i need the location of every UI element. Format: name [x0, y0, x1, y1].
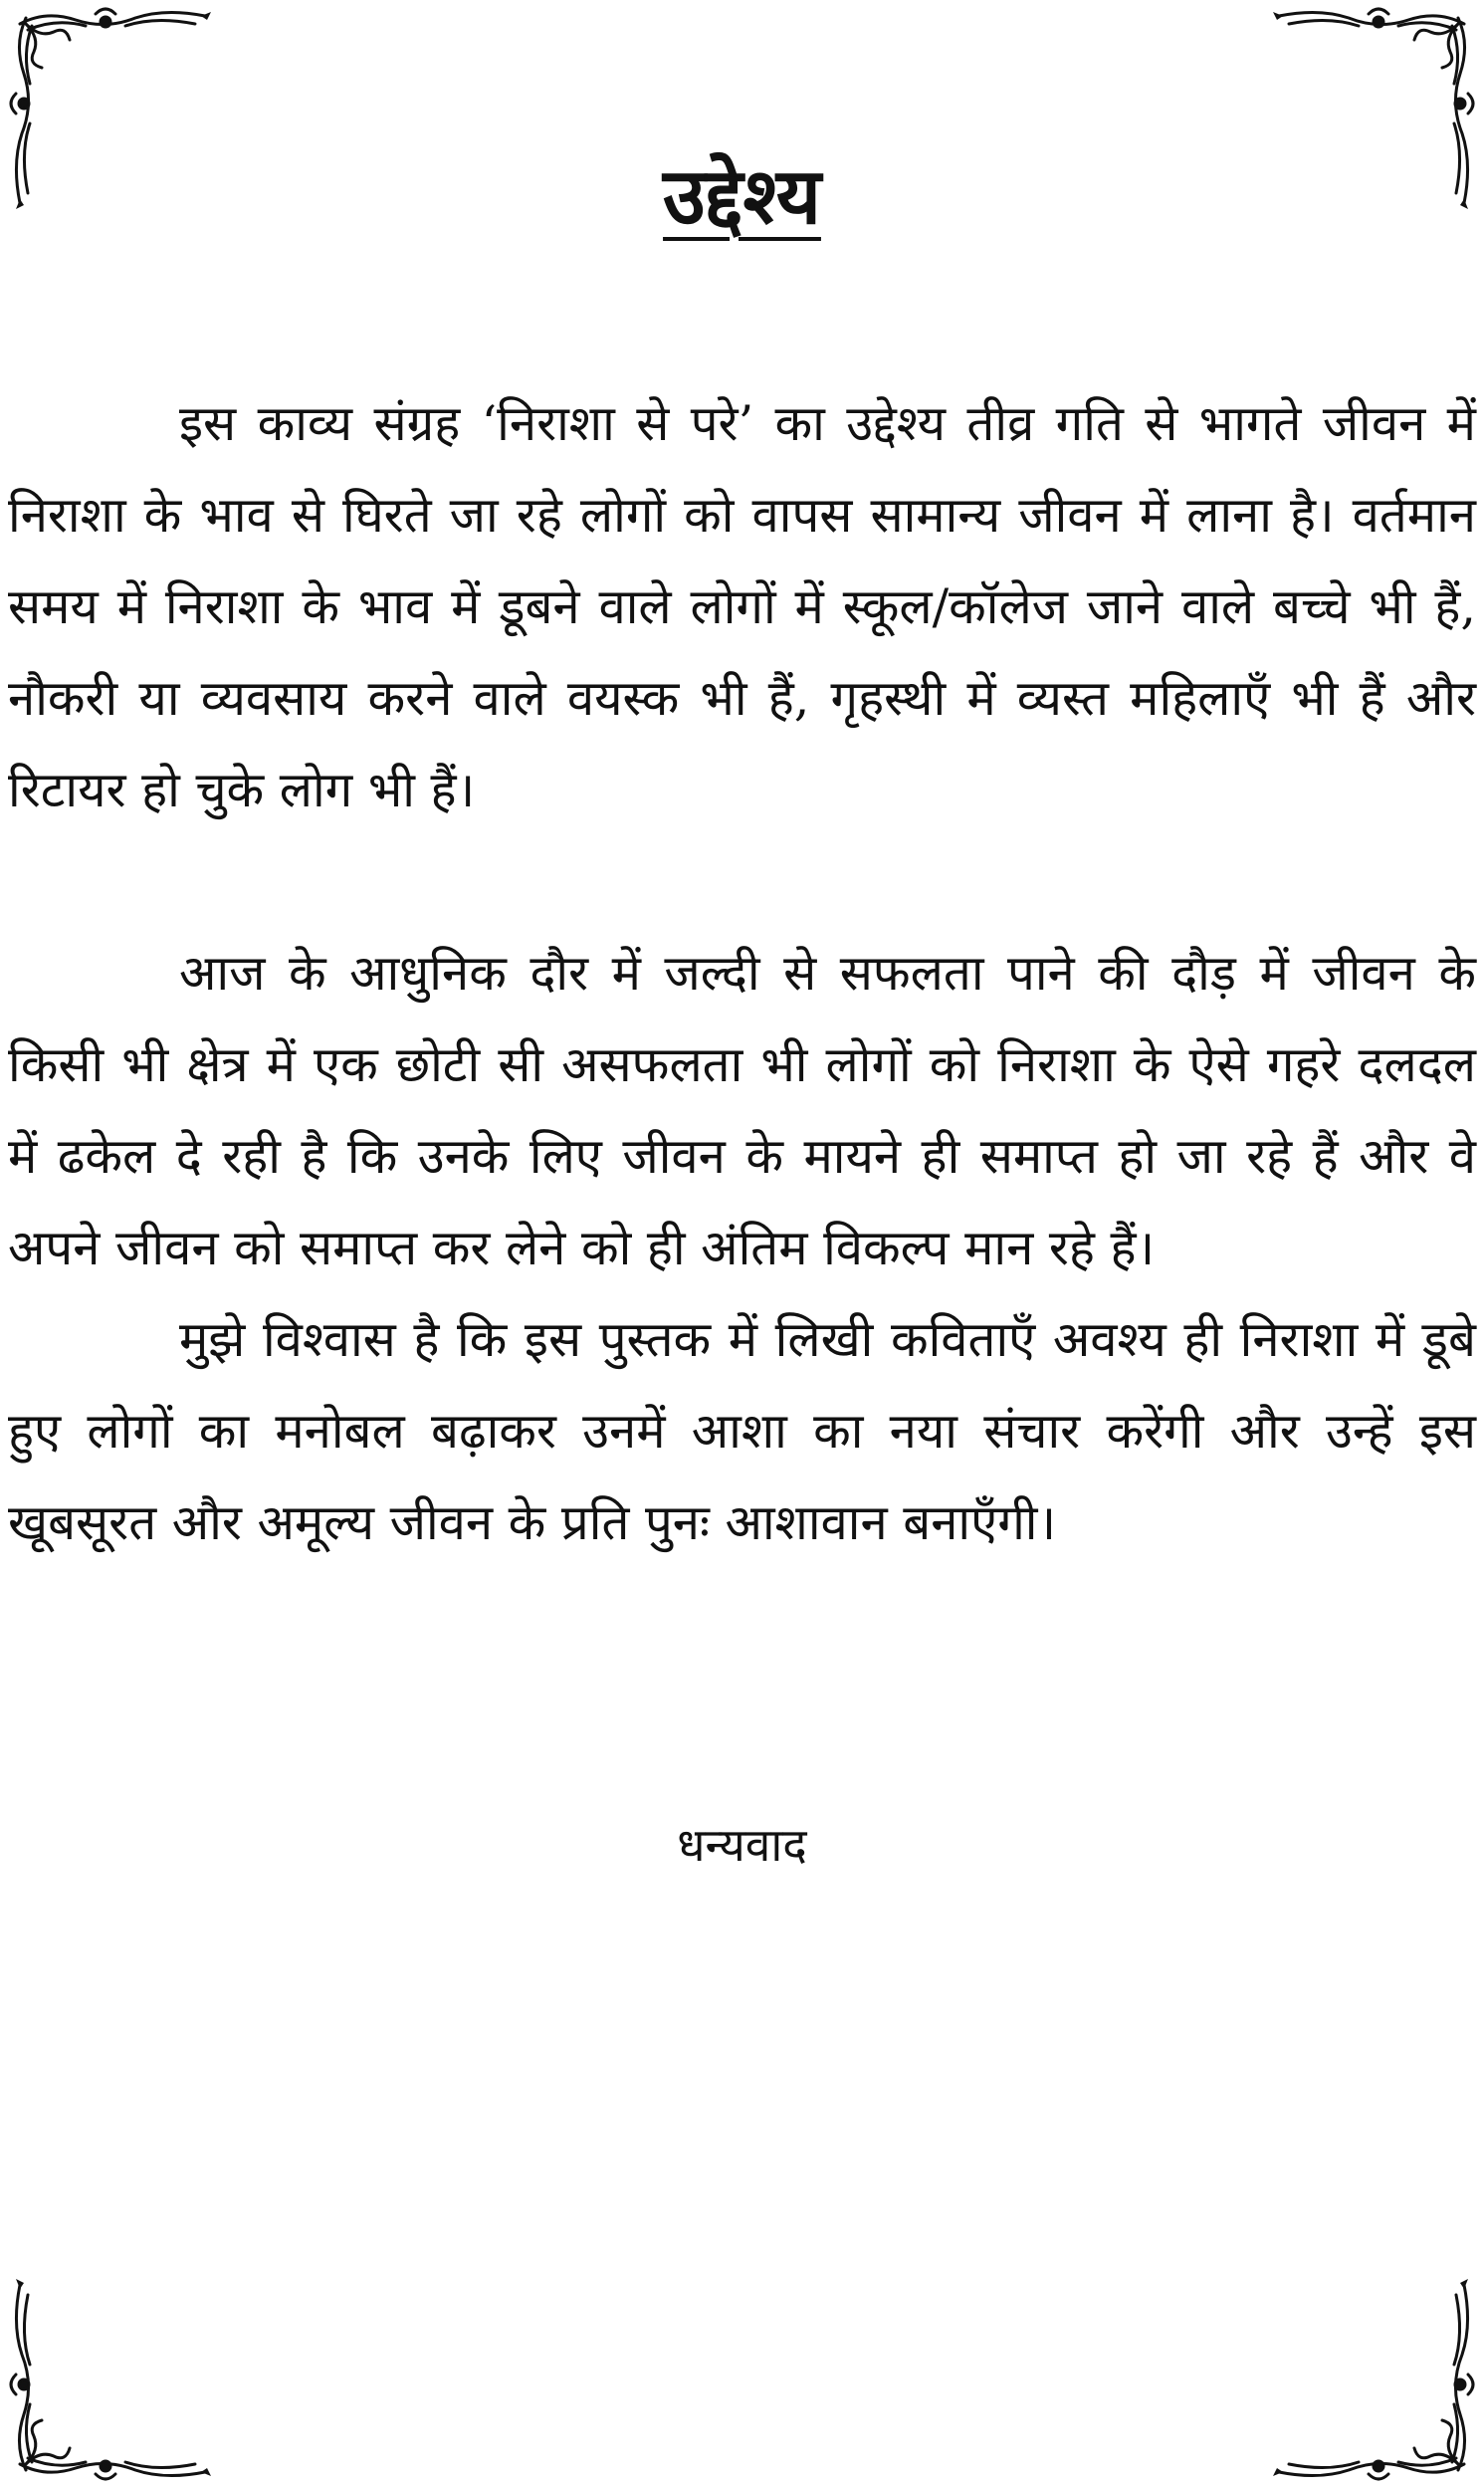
- paragraph-context: आज के आधुनिक दौर में जल्दी से सफलता पाने की दौड़ में जीवन के किसी भी क्षेत्र में एक छोटी सी असफलता भी लोगों को निराशा के ऐसे गहरे दलदल में ढकेल दे रही है कि उनके लिए जीवन के मायने ही समाप्त हो जा रहे हैं और वे अपने जीवन को समाप्त कर लेने को ही अंतिम विकल्प मान रहे हैं।: [8, 945, 1476, 1276]
- ornate-corner-icon: [1239, 2245, 1478, 2484]
- paragraph-hope: मुझे विश्वास है कि इस पुस्तक में लिखी कविताएँ अवश्य ही निराशा में डूबे हुए लोगों का मनोबल बढ़ाकर उनमें आशा का नया संचार करेंगी और उन्हें इस खूबसूरत और अमूल्य जीवन के प्रति पुनः आशावान बनाएँगी।: [8, 1311, 1476, 1551]
- body-text: [8, 378, 1476, 1569]
- corner-ornament-bottom-right: [1239, 2245, 1478, 2484]
- page-title: [0, 151, 1484, 242]
- paragraph-purpose: इस काव्य संग्रह ‘निराशा से परे’ का उद्देश्य तीव्र गति से भागते जीवन में निराशा के भाव से घिरते जा रहे लोगों को वापस सामान्य जीवन में लाना है। वर्तमान समय में निराशा के भाव में डूबने वाले लोगों में स्कूल/कॉलेज जाने वाले बच्चे भी हैं, नौकरी या व्यवसाय करने वाले वयस्क भी हैं, गृहस्थी में व्यस्त महिलाएँ भी हैं और रिटायर हो चुके लोग भी हैं।: [8, 395, 1476, 818]
- ornate-corner-icon: [6, 2245, 245, 2484]
- closing-thanks: धन्यवाद: [677, 1818, 807, 1872]
- page-title-text: उद्देश्य: [663, 151, 821, 242]
- corner-ornament-bottom-left: [6, 2245, 245, 2484]
